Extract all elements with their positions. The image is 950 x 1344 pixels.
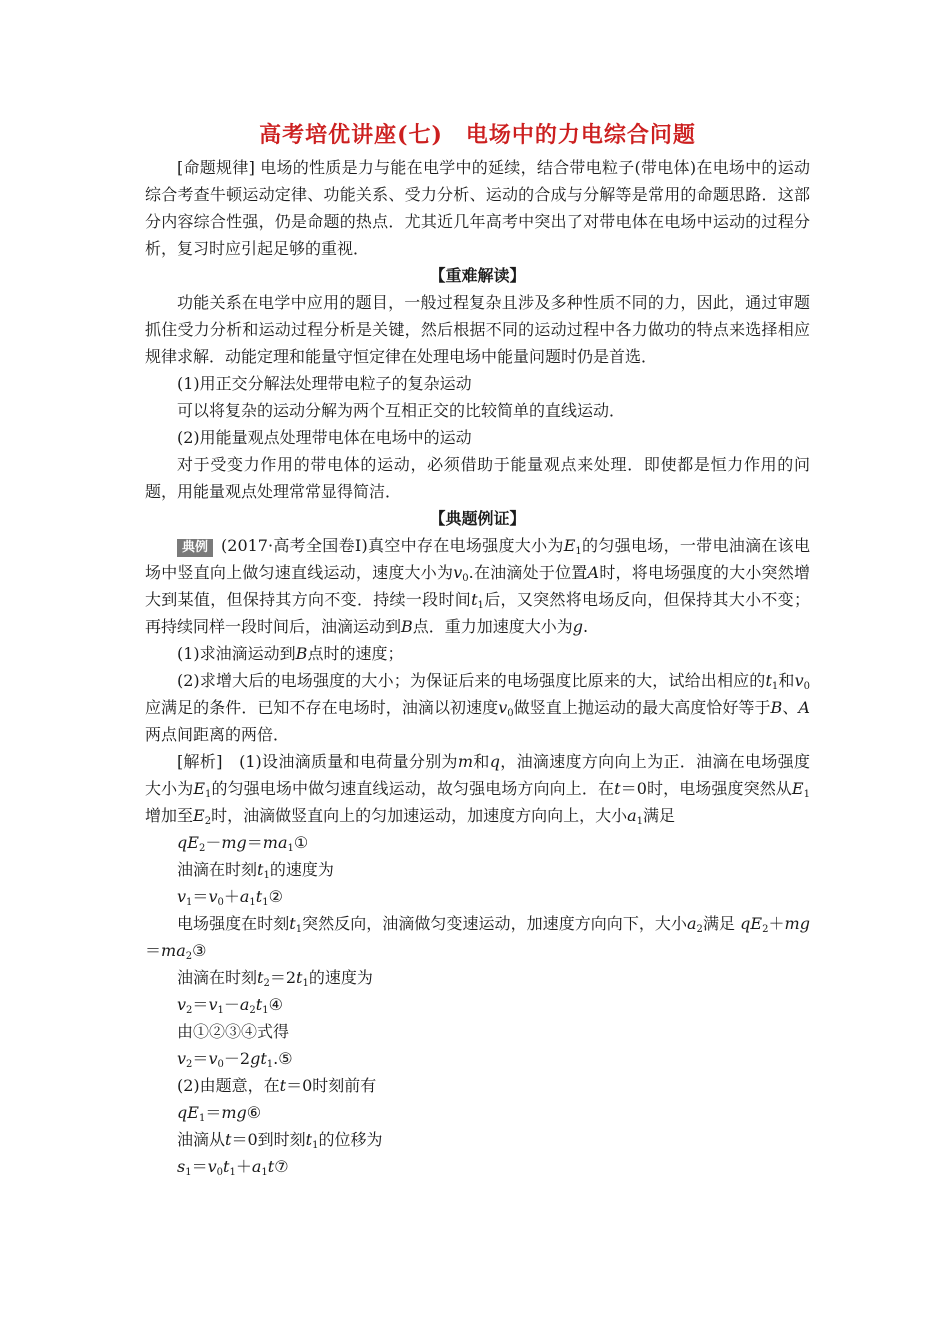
- section-heading-example: 【典题例证】: [429, 509, 526, 528]
- equation-2: $v_1=v_0+a_1t_1②$: [177, 887, 283, 908]
- document-content: [145, 118, 810, 1180]
- solution-line-5: 油滴在时刻$t_2=2t_1$的速度为: [177, 968, 373, 989]
- solution-line-9: (2)由题意，在t＝0时刻前有: [177, 1076, 377, 1095]
- solution-line-7: 由①②③④式得: [177, 1022, 290, 1041]
- equation-5: $v_2=v_0-2gt_1.⑤$: [177, 1049, 293, 1070]
- item2-title: (2)用能量观点处理带电体在电场中的运动: [177, 428, 472, 447]
- solution-line-2: 油滴在时刻$t_1$的速度为: [177, 860, 334, 881]
- solution-label: [解析]: [177, 752, 223, 771]
- document-title: 高考培优讲座(七) 电场中的力电综合问题: [259, 122, 696, 148]
- example-problem: 典例 (2017·高考全国卷Ⅰ)真空中存在电场强度大小为$E_1$的匀强电场，一带电油滴在该电场中竖直向上做匀速直线运动，速度大小为$v_0$.在油滴处于位置A时，将电场强度的大小突然增大到某值，但保持其方向不变．持续一段时间$t_1$后，又突然将电场反向，但保持其大小不变；再持续同样一段时间后，油滴运动到B点．重力加速度大小为g.: [145, 536, 810, 636]
- equation-7: $s_1=v_0t_1+a_1t⑦$: [177, 1157, 289, 1178]
- intro-paragraph: [145, 154, 810, 262]
- solution-paragraph: [解析] (1)设油滴质量和电荷量分别为m和q，油滴速度方向向上为正．油滴在电场强度大小为$E_1$的匀强电场中做匀速直线运动，故匀强电场方向向上．在t＝0时，电场强度突然从$E_1$增加至$E_2$时，油滴做竖直向上的匀加速运动，加速度方向向上，大小$a_1$满足: [145, 752, 810, 827]
- equation-1: $qE_2-mg=ma_1①$: [177, 833, 309, 854]
- question-1: (1)求油滴运动到B点时的速度；: [177, 644, 404, 663]
- solution-line-4: 电场强度在时刻$t_1$突然反向，油滴做匀变速运动，加速度方向向下，大小$a_2$满足 $qE_2+mg=ma_2③$: [145, 914, 810, 962]
- equation-6: $qE_1=mg⑥$: [177, 1103, 262, 1124]
- solution-line-11: 油滴从t＝0到时刻$t_1$的位移为: [177, 1130, 383, 1151]
- example-badge: 典例: [177, 539, 213, 557]
- section-heading-analysis: 【重难解读】: [429, 266, 526, 285]
- intro-label: [命题规律]: [177, 158, 255, 177]
- question-2: (2)求增大后的电场强度的大小；为保证后来的电场强度比原来的大，试给出相应的$t_1$和$v_0$应满足的条件．已知不存在电场时，油滴以初速度$v_0$做竖直上抛运动的最大高度恰好等于B、A两点间距离的两倍．: [145, 671, 810, 744]
- item1-title: (1)用正交分解法处理带电粒子的复杂运动: [177, 374, 472, 393]
- item1-text: 可以将复杂的运动分解为两个互相正交的比较简单的直线运动．: [177, 401, 626, 420]
- item2-text: 对于受变力作用的带电体的运动，必须借助于能量观点来处理．即使都是恒力作用的问题，用能量观点处理常常显得简洁．: [145, 455, 810, 501]
- equation-4: $v_2=v_1-a_2t_1④$: [177, 995, 283, 1016]
- analysis-paragraph: 功能关系在电学中应用的题目，一般过程复杂且涉及多种性质不同的力，因此，通过审题抓住受力分析和运动过程分析是关键，然后根据不同的运动过程中各力做功的特点来选择相应规律求解．动能定理和能量守恒定律在处理电场中能量问题时仍是首选．: [145, 293, 810, 366]
- intro-text: 电场的性质是力与能在电学中的延续，结合带电粒子(带电体)在电场中的运动综合考查牛顿运动定律、功能关系、受力分析、运动的合成与分解等是常用的命题思路．这部分内容综合性强，仍是命题的热点．尤其近几年高考中突出了对带电体在电场中运动的过程分析，复习时应引起足够的重视．: [145, 158, 810, 258]
